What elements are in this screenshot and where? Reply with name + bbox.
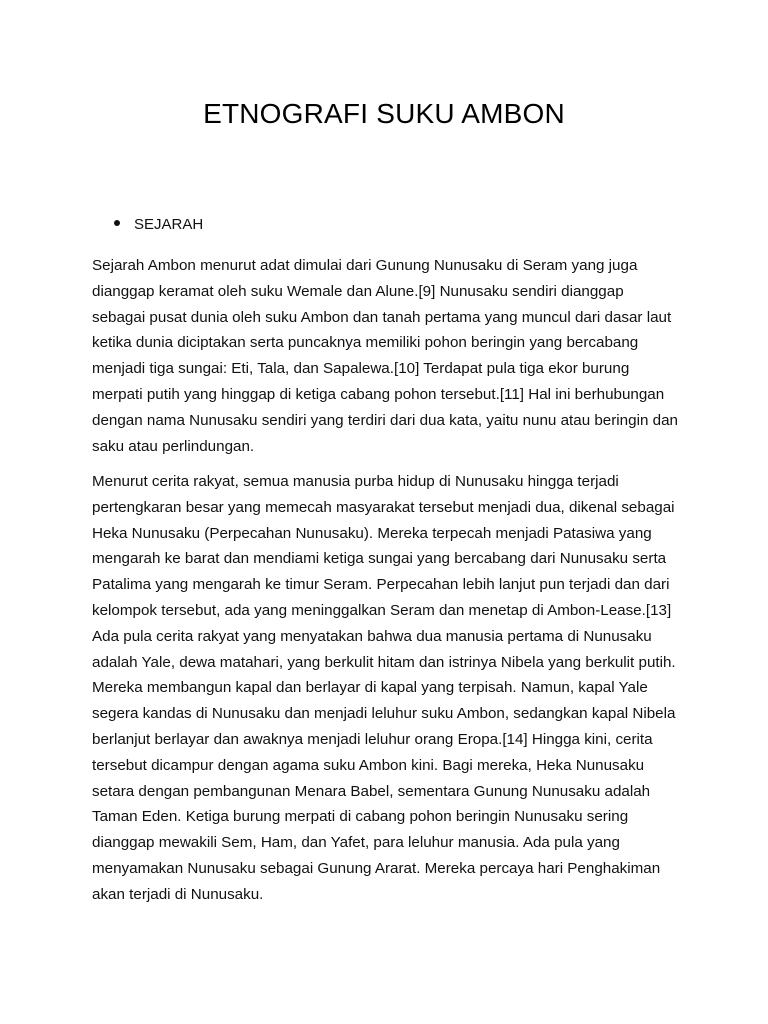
bullet-icon	[114, 220, 120, 226]
section-heading-text: SEJARAH	[134, 216, 204, 233]
document-title: ETNOGRAFI SUKU AMBON	[203, 98, 565, 129]
section-heading	[114, 214, 203, 236]
paragraph-folklore: Menurut cerita rakyat, semua manusia purba hidup di Nunusaku hingga terjadi pertengkaran besar yang memecah masyarakat tersebut menjadi dua, dikenal sebagai Heka Nunusaku (Perpecahan Nunusaku). Mereka terpecah menjadi Patasiwa yang mengarah ke barat dan mendiami ketiga sungai yang bercabang dari Nunusaku serta Patalima yang mengarah ke timur Seram. Perpecahan lebih lanjut pun terjadi dan dari kelompok tersebut, ada yang meninggalkan Seram dan menetap di Ambon-Lease.[13] Ada pula cerita rakyat yang menyatakan bahwa dua manusia pertama di Nunusaku adalah Yale, dewa matahari, yang berkulit hitam dan istrinya Nibela yang berkulit putih. Mereka membangun kapal dan berlayar di kapal yang terpisah. Namun, kapal Yale segera kandas di Nunusaku dan menjadi leluhur suku Ambon, sedangkan kapal Nibela berlanjut berlayar dan awaknya menjadi leluhur orang Eropa.[14] Hingga kini, cerita tersebut dicampur dengan agama suku Ambon kini. Bagi mereka, Heka Nunusaku setara dengan pembangunan Menara Babel, sementara Gunung Nunusaku adalah Taman Eden. Ketiga burung merpati di cabang pohon beringin Nunusaku sering dianggap mewakili Sem, Ham, dan Yafet, para leluhur manusia. Ada pula yang menyamakan Nunusaku sebagai Gunung Ararat. Mereka percaya hari Penghakiman akan terjadi di Nunusaku.	[92, 473, 676, 903]
paragraph-history: Sejarah Ambon menurut adat dimulai dari Gunung Nunusaku di Seram yang juga dianggap keramat oleh suku Wemale dan Alune.[9] Nunusaku sendiri dianggap sebagai pusat dunia oleh suku Ambon dan tanah pertama yang muncul dari dasar laut ketika dunia diciptakan serta puncaknya memiliki pohon beringin yang bercabang menjadi tiga sungai: Eti, Tala, dan Sapalewa.[10] Terdapat pula tiga ekor burung merpati putih yang hinggap di ketiga cabang pohon tersebut.[11] Hal ini berhubungan dengan nama Nunusaku sendiri yang terdiri dari dua kata, yaitu nunu atau beringin dan saku atau perlindungan.	[92, 257, 678, 455]
